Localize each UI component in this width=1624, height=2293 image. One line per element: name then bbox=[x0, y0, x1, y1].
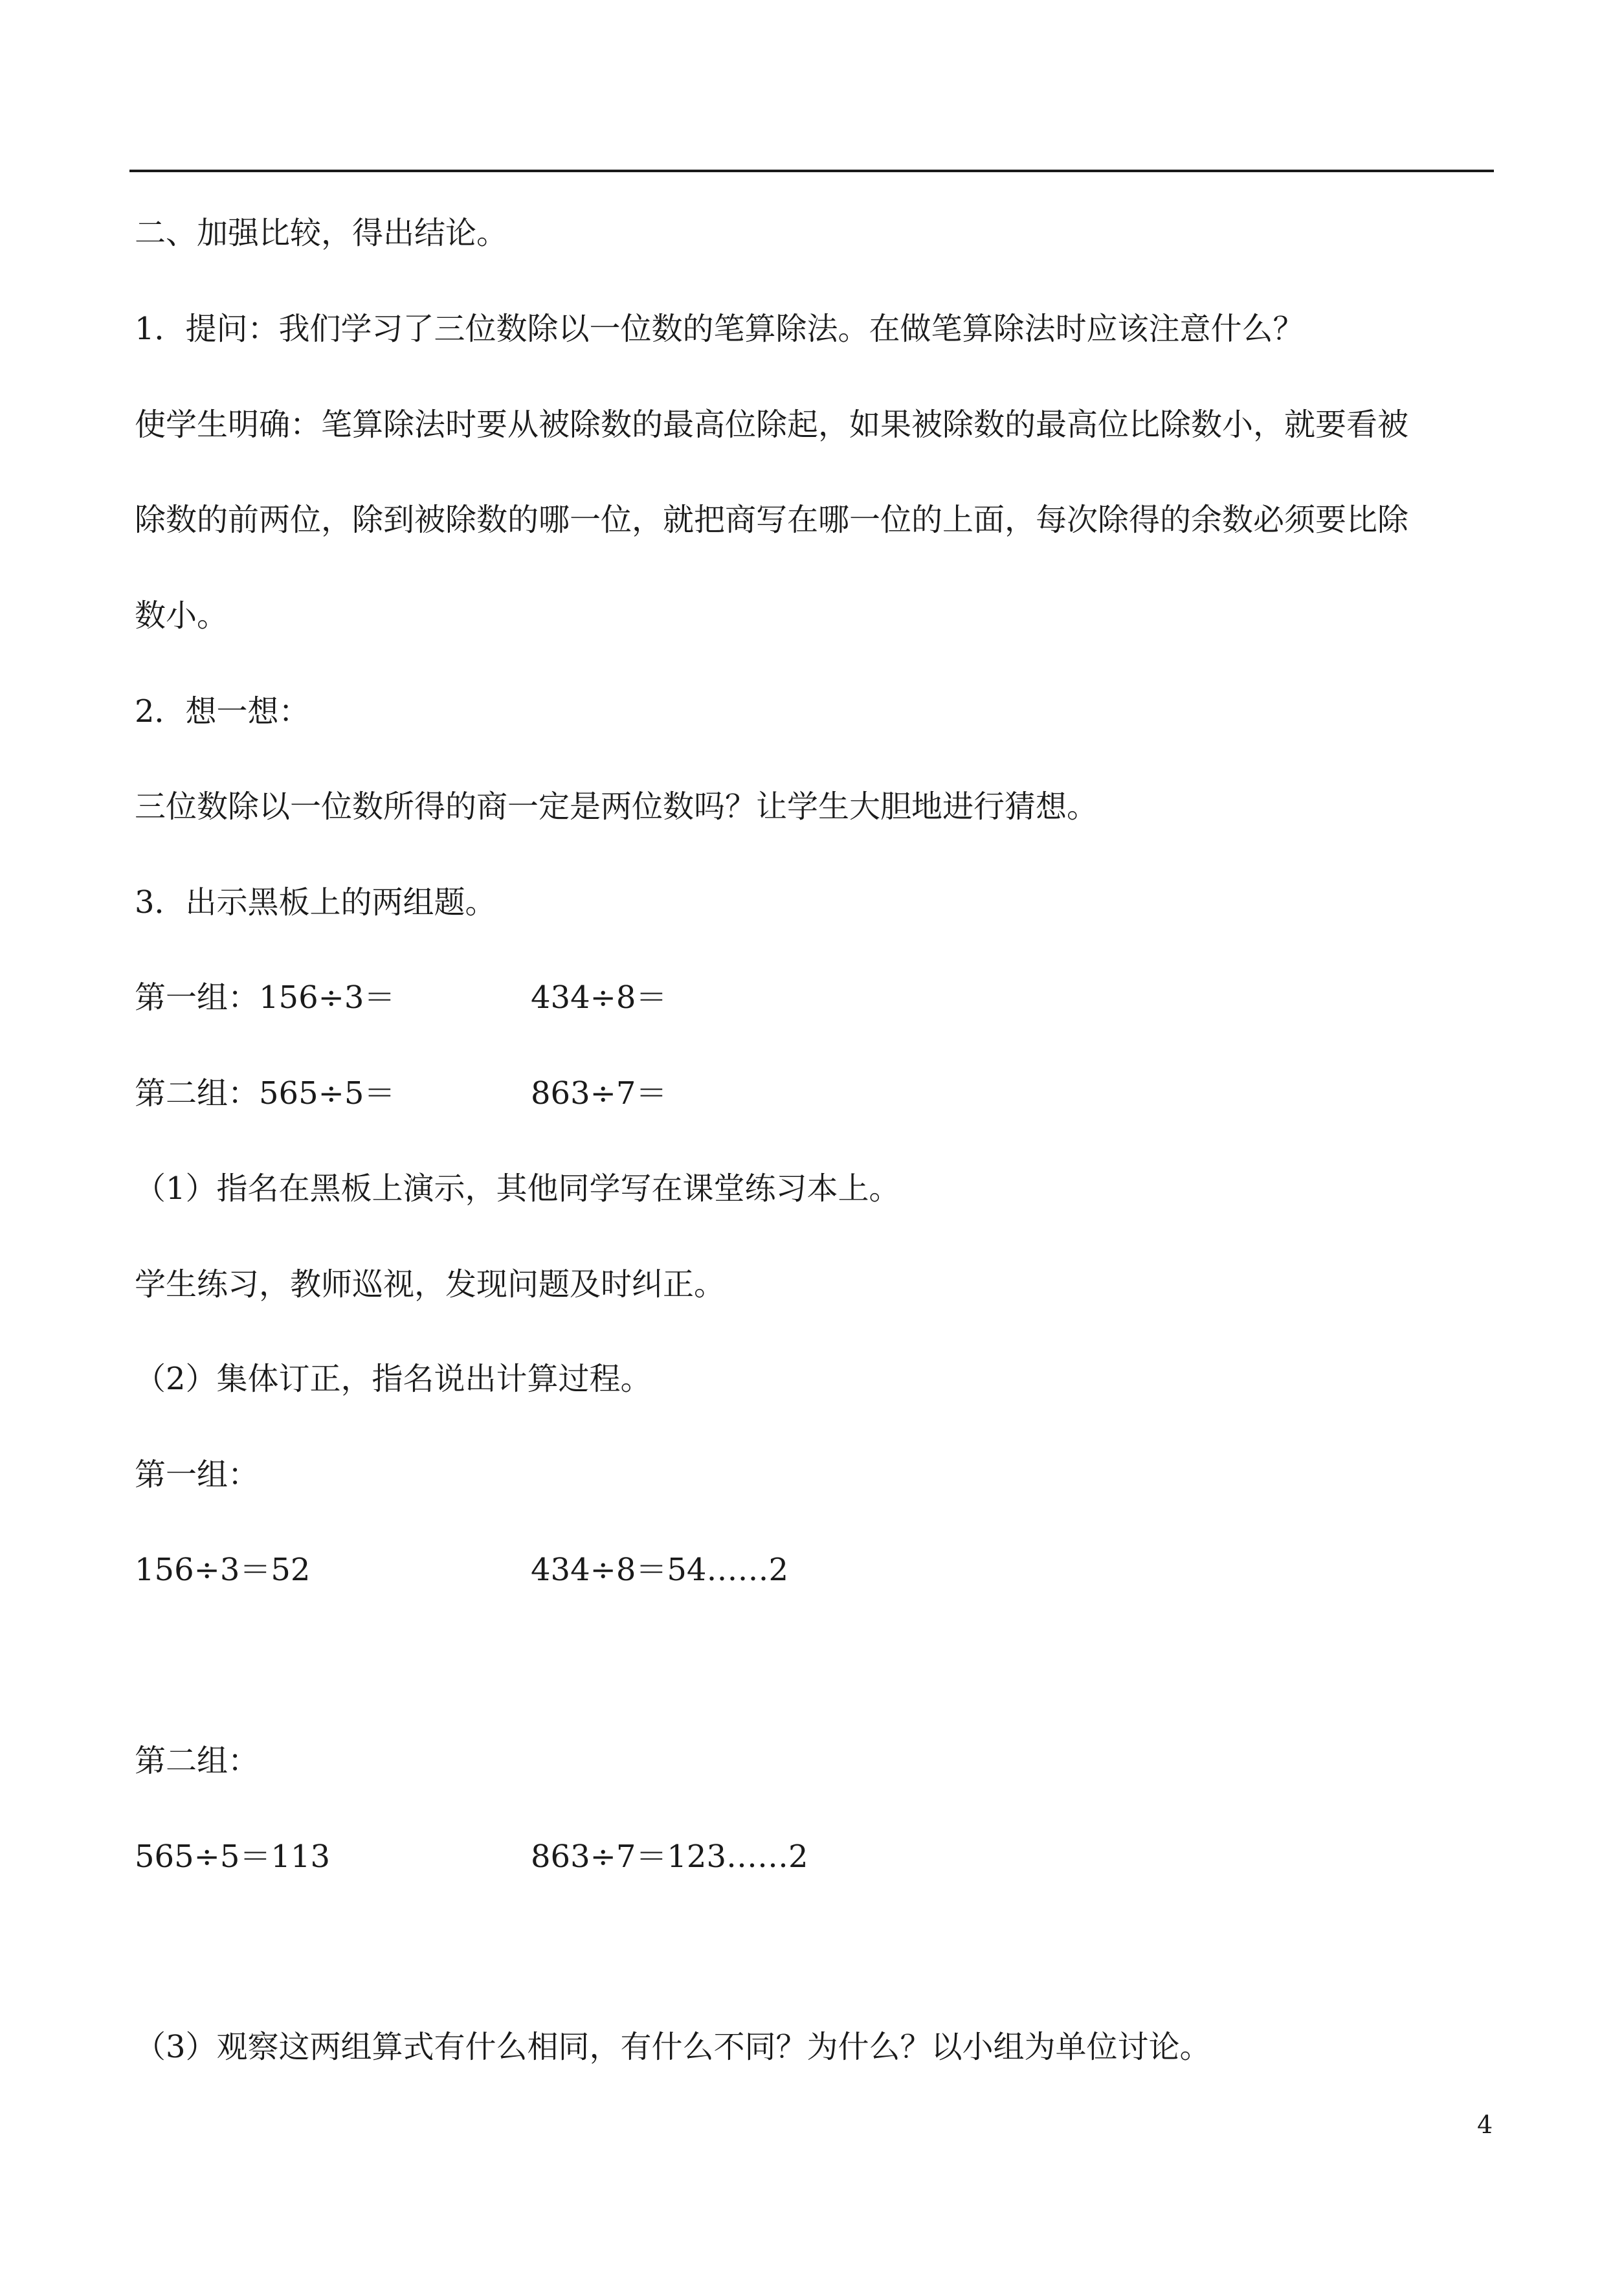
answers-group2-answer-2: 863÷7＝123……2 bbox=[531, 1839, 808, 1875]
answers-group1-answer-1: 156÷3＝52 bbox=[135, 1552, 311, 1588]
item1-question: 1．提问：我们学习了三位数除以一位数的笔算除法。在做笔算除法时应该注意什么？ bbox=[135, 311, 1304, 347]
item1-answer-line-1: 使学生明确：笔算除法时要从被除数的最高位除起，如果被除数的最高位比除数小，就要看被 bbox=[135, 407, 1409, 443]
group2-expression-2: 863÷7＝ bbox=[531, 1075, 667, 1112]
answers-group2-label: 第二组： bbox=[135, 1743, 260, 1779]
item2-title: 2．想一想： bbox=[135, 693, 310, 730]
header-rule bbox=[129, 170, 1494, 172]
answers-group2-answer-1: 565÷5＝113 bbox=[135, 1839, 330, 1875]
answers-group1-label: 第一组： bbox=[135, 1457, 260, 1493]
group1-expression-1: 第一组：156÷3＝ bbox=[135, 979, 395, 1016]
item2-text: 三位数除以一位数所得的商一定是两位数吗？让学生大胆地进行猜想。 bbox=[135, 789, 1098, 825]
item1-answer-line-2: 除数的前两位，除到被除数的哪一位，就把商写在哪一位的上面，每次除得的余数必须要比除 bbox=[135, 502, 1409, 538]
group2-expression-1: 第二组：565÷5＝ bbox=[135, 1075, 395, 1112]
item3-title: 3．出示黑板上的两组题。 bbox=[135, 884, 496, 921]
step1-text: （1）指名在黑板上演示，其他同学写在课堂练习本上。 bbox=[135, 1170, 900, 1207]
step1-note: 学生练习，教师巡视，发现问题及时纠正。 bbox=[135, 1266, 726, 1303]
item1-answer-line-3: 数小。 bbox=[135, 598, 228, 634]
step3-text: （3）观察这两组算式有什么相同，有什么不同？为什么？以小组为单位讨论。 bbox=[135, 2029, 1211, 2065]
step2-text: （2）集体订正，指名说出计算过程。 bbox=[135, 1361, 652, 1397]
section-title: 二、加强比较，得出结论。 bbox=[135, 215, 508, 251]
page-number: 4 bbox=[1477, 2110, 1493, 2139]
group1-expression-2: 434÷8＝ bbox=[531, 979, 667, 1016]
answers-group1-answer-2: 434÷8＝54……2 bbox=[531, 1552, 788, 1588]
